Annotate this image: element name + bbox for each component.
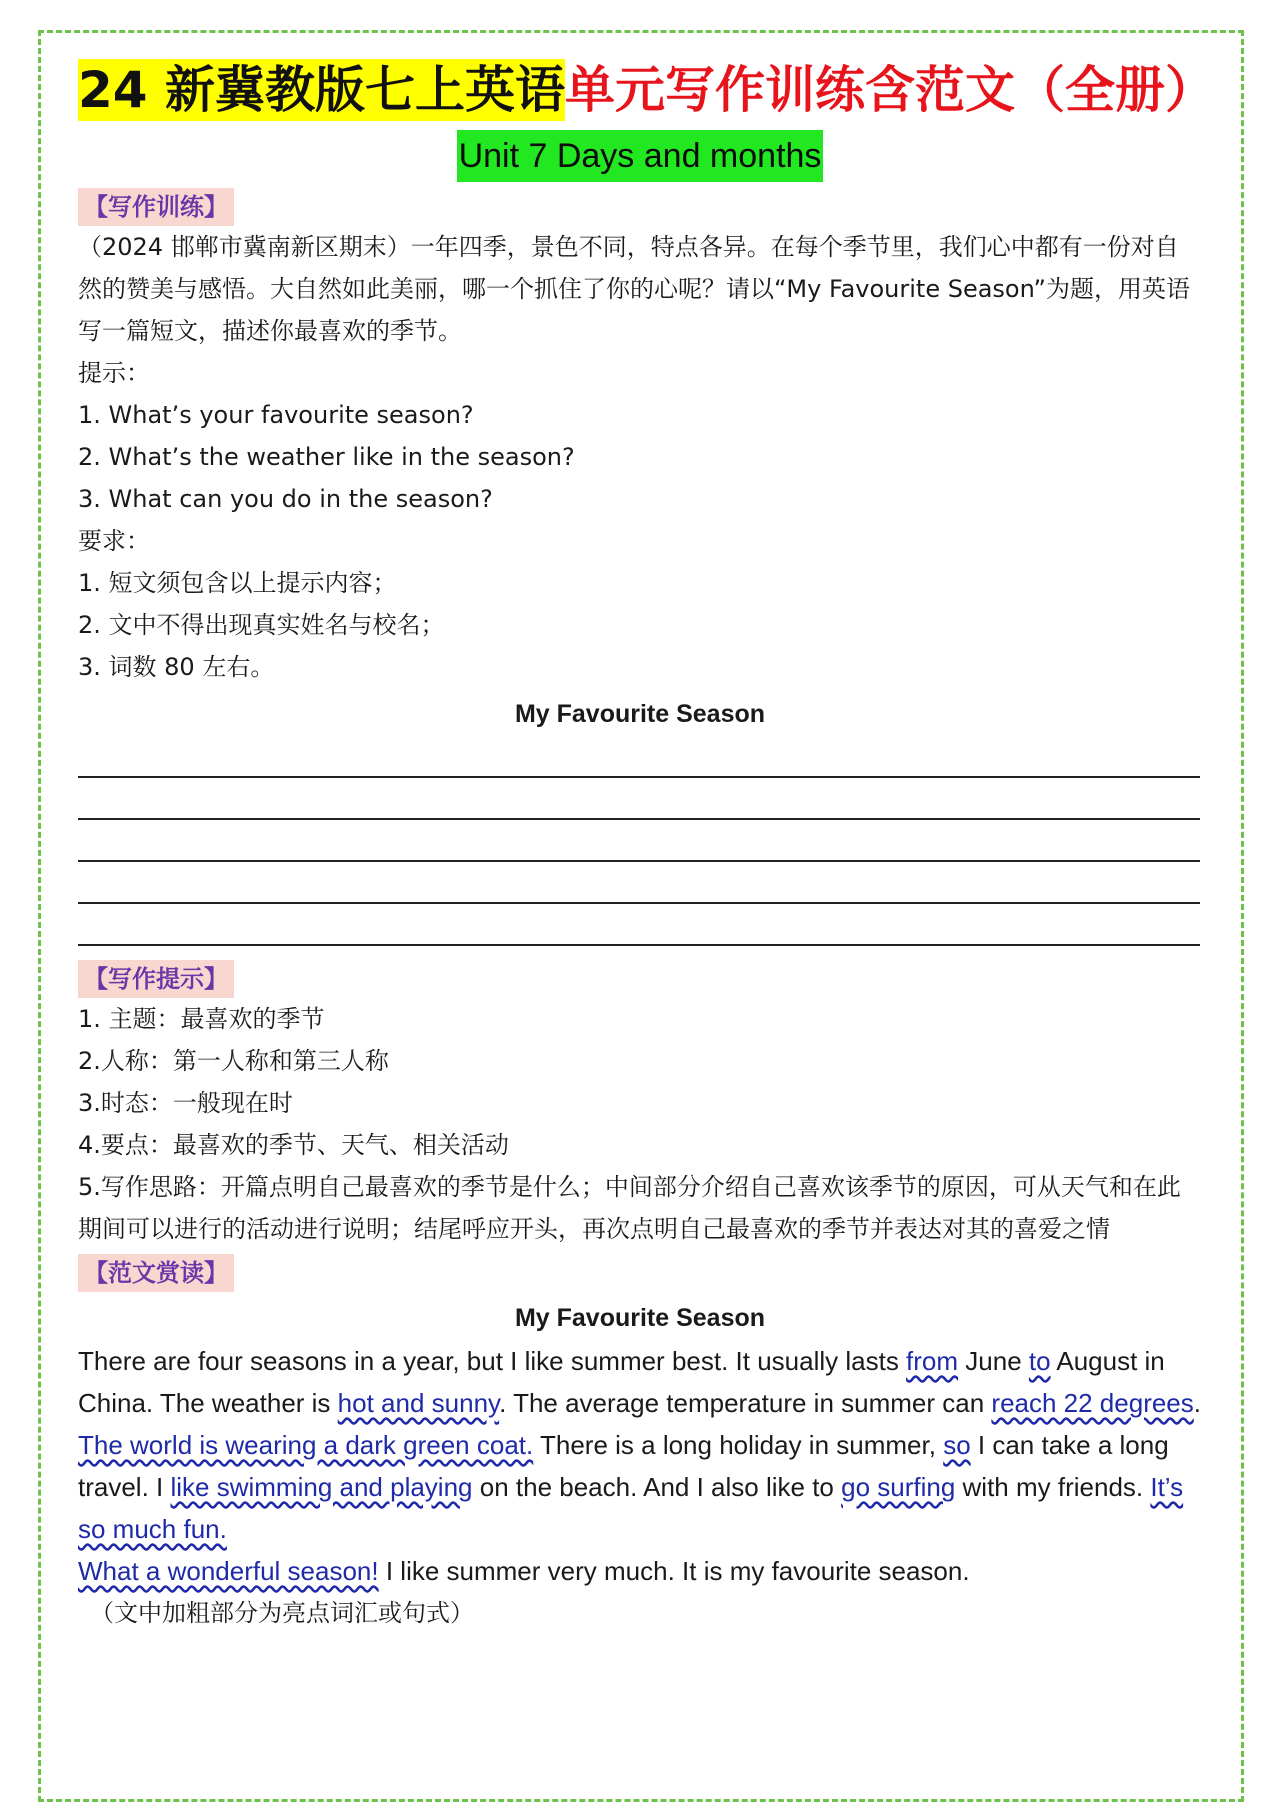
tip-item: 2.人称：第一人称和第三人称 [78,1047,389,1075]
essay-text: . [1193,1388,1202,1418]
tip-item: 5.写作思路：开篇点明自己最喜欢的季节是什么；中间部分介绍自己喜欢该季节的原因，可从天气和在此期间可以进行的活动进行说明；结尾呼应开头，再次点明自己最喜欢的季节并表达对其的喜爱之情 [78,1173,1181,1243]
highlight-phrase: go surfing [841,1472,956,1502]
essay-text: I like summer very much. It is my favourite season. [378,1556,970,1586]
answer-line [78,820,1200,862]
essay-text: I can take a long travel. I [78,1430,1169,1502]
answer-lines [78,736,1202,946]
essay-title: My Favourite Season [514,700,766,728]
sample-paragraph-2 [78,1550,1202,1592]
writing-task-section [78,184,1202,946]
subtitle-row [78,130,1202,184]
highlight-phrase: reach 22 degrees [991,1388,1194,1418]
task-prompt: （2024 邯郸市冀南新区期末）一年四季，景色不同，特点各异。在每个季节里，我们心中都有一份对自然的赞美与感悟。大自然如此美丽，哪一个抓住了你的心呢？请以“My Favourite Season”为题，用英语写一篇短文，描述你最喜欢的季节。 [78,233,1190,345]
essay-text: June [958,1346,1029,1376]
essay-text: There are four seasons in a year, but I like summer best. It usually lasts [78,1346,907,1376]
essay-text: August in China. The weather is [78,1346,1165,1418]
highlight-phrase: so [943,1430,971,1460]
hint-item: 1. What’s your favourite season? [78,401,474,429]
title-red: 单元写作训练含范文（全册） [565,61,1215,119]
sample-essay-title: My Favourite Season [514,1304,766,1332]
highlight-note: （文中加粗部分为亮点词汇或句式） [90,1599,474,1627]
hints-label: 提示： [78,359,150,387]
document-body [78,58,1215,1634]
requirement-item: 1. 短文须包含以上提示内容； [78,569,397,597]
essay-text: with my friends. [955,1472,1151,1502]
highlight-phrase: from [906,1346,959,1376]
highlight-phrase: to [1028,1346,1051,1376]
essay-text: on the beach. And I also like to [472,1472,842,1502]
answer-line [78,904,1200,946]
unit-subtitle: Unit 7 Days and months [457,130,824,182]
writing-tips-tag: 【写作提示】 [78,960,234,998]
writing-tips-section [78,956,1202,1250]
highlight-phrase: hot and sunny [337,1388,500,1418]
sample-essay-section [78,1250,1202,1634]
answer-line [78,862,1200,904]
hint-item: 3. What can you do in the season? [78,485,493,513]
requirement-item: 3. 词数 80 左右。 [78,653,275,681]
requirements-label: 要求： [78,527,150,555]
essay-text: There is a long holiday in summer, [533,1430,944,1460]
highlight-phrase: It’s so much fun. [78,1472,1184,1544]
answer-line [78,736,1200,778]
essay-text: . The average temperature in summer can [499,1388,992,1418]
writing-task-tag: 【写作训练】 [78,188,234,226]
hint-item: 2. What’s the weather like in the season? [78,443,575,471]
sample-essay-tag: 【范文赏读】 [78,1254,234,1292]
requirement-item: 2. 文中不得出现真实姓名与校名； [78,611,445,639]
tip-item: 3.时态：一般现在时 [78,1089,293,1117]
tip-item: 4.要点：最喜欢的季节、天气、相关活动 [78,1131,509,1159]
highlight-phrase: like swimming and playing [170,1472,473,1502]
page-title [78,58,1215,122]
highlight-phrase: The world is wearing a dark green coat. [78,1430,534,1460]
highlight-phrase: What a wonderful season! [78,1556,379,1586]
answer-line [78,778,1200,820]
title-highlight: 24 新冀教版七上英语 [78,61,565,119]
sample-paragraph-1 [78,1340,1202,1550]
tip-item: 1. 主题：最喜欢的季节 [78,1005,325,1033]
